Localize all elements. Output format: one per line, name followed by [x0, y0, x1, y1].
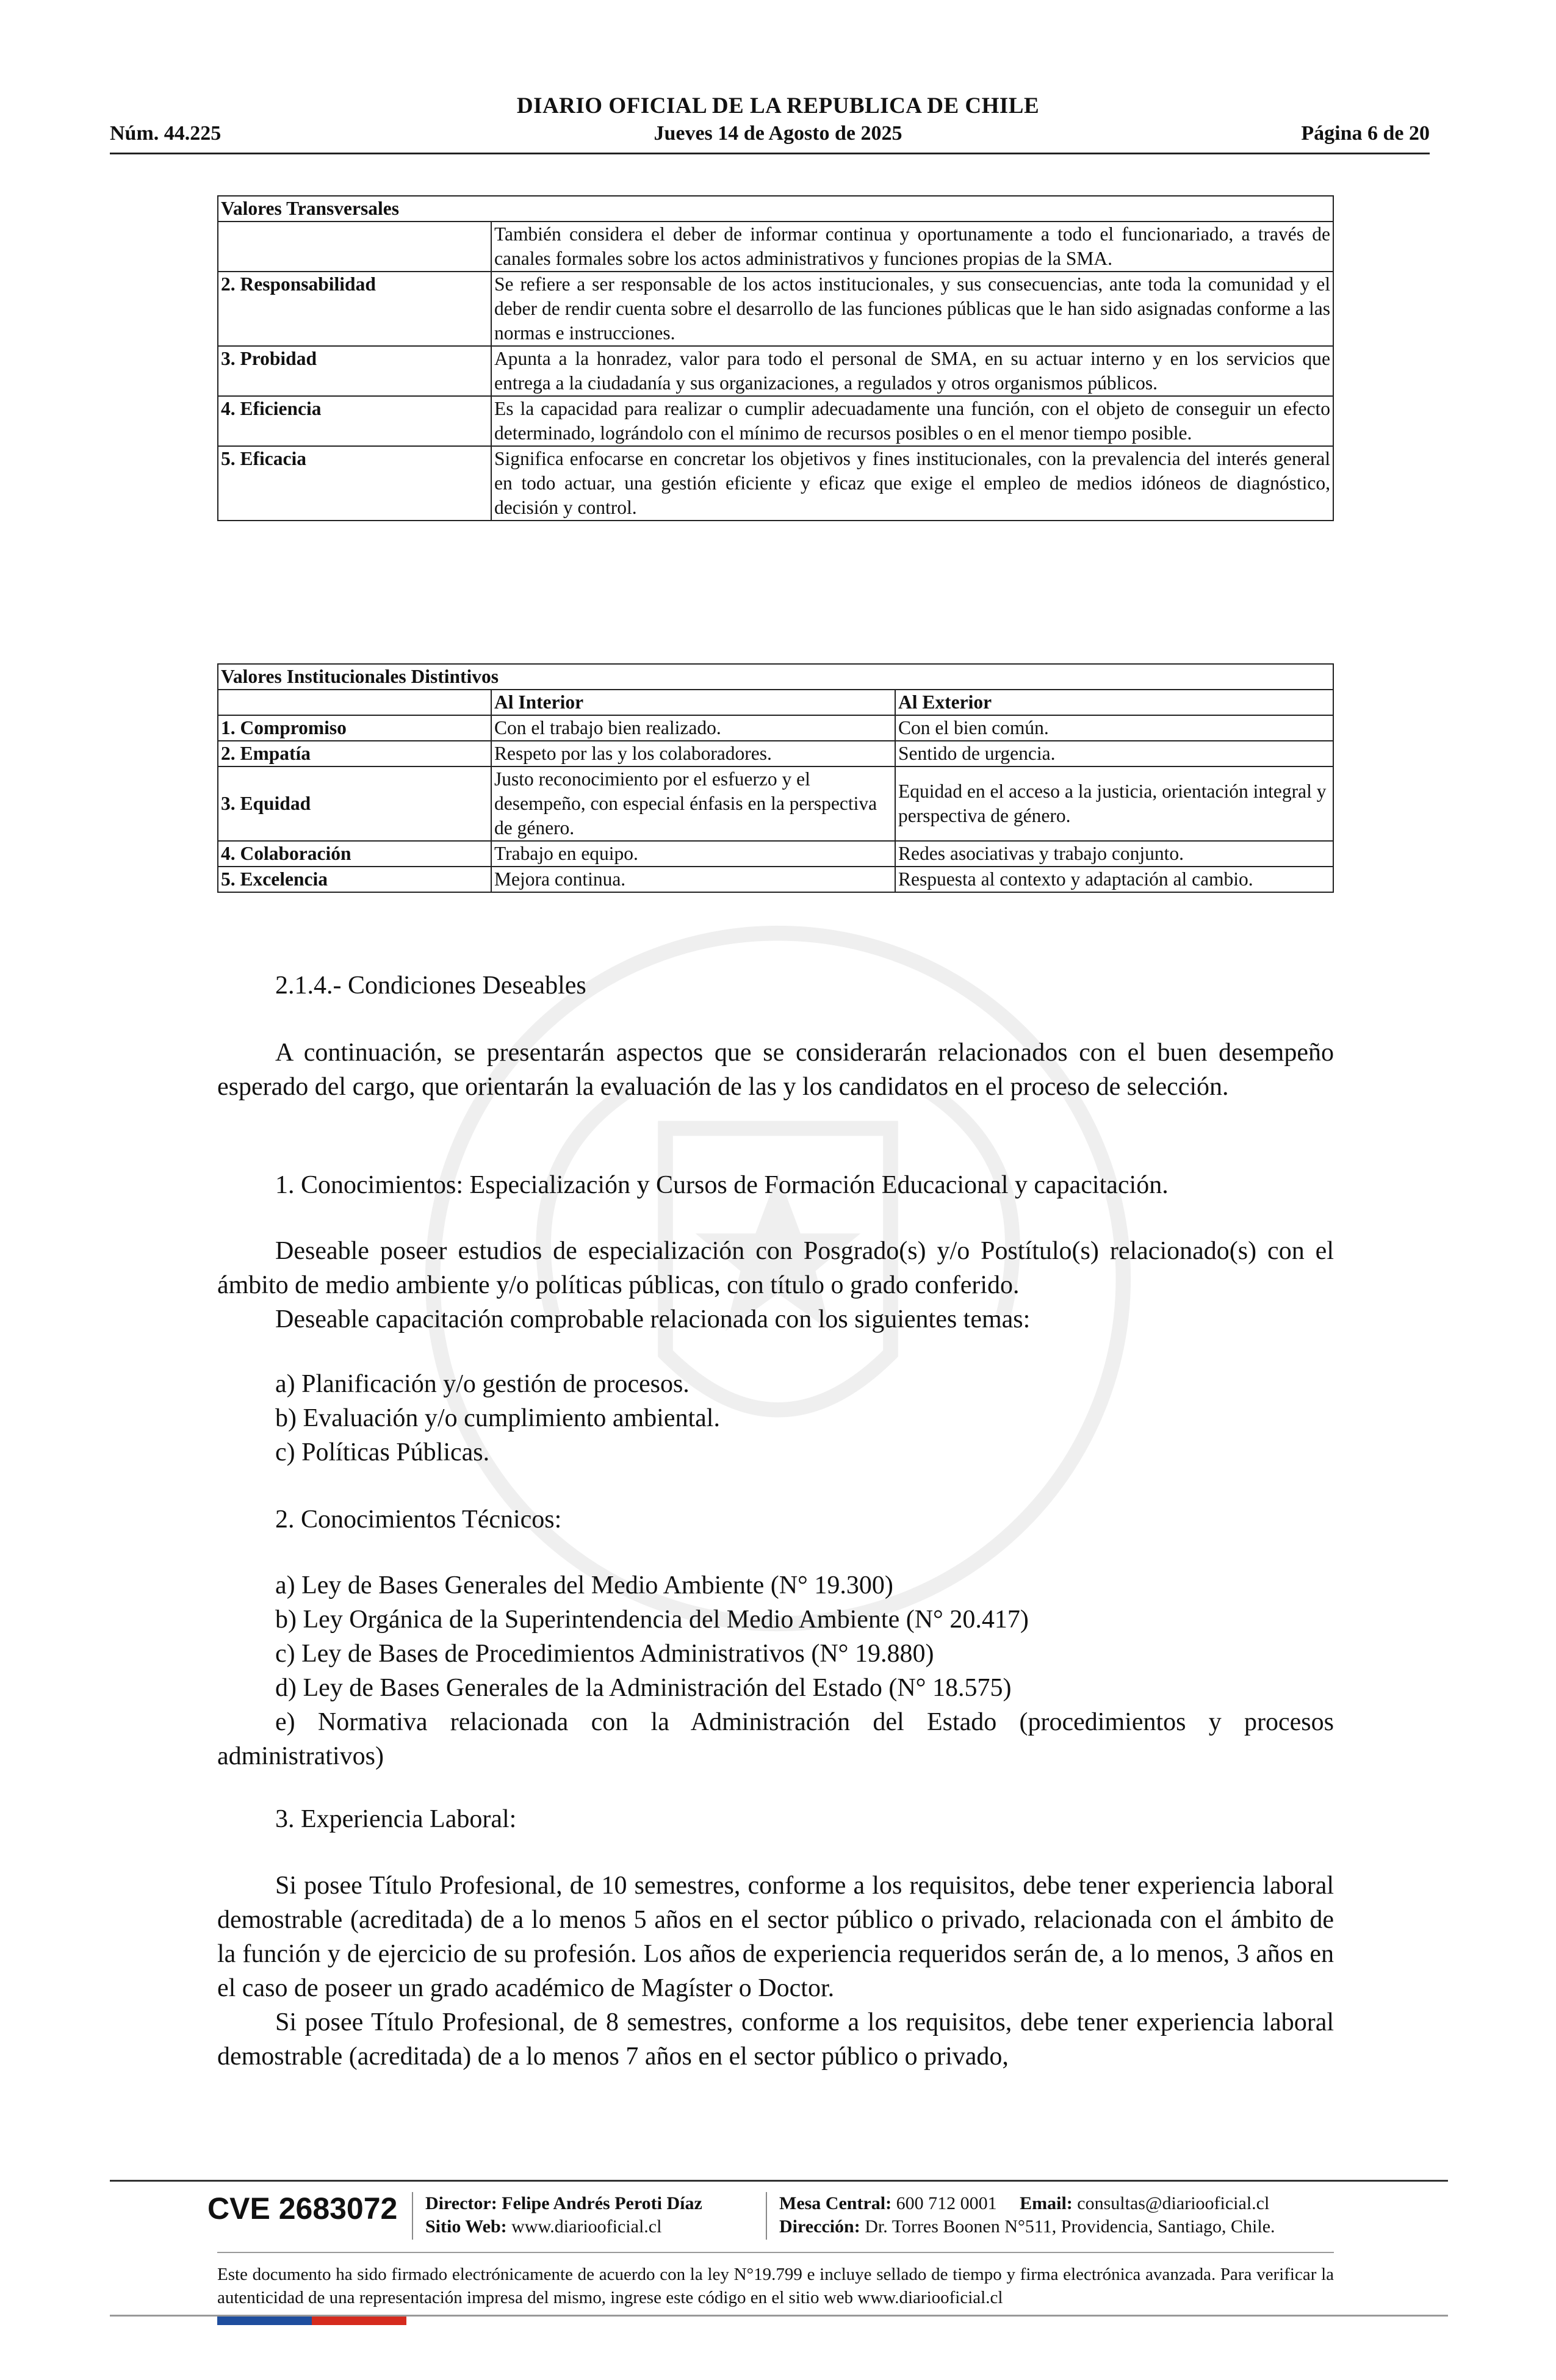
interior-cell: Con el trabajo bien realizado. [491, 715, 895, 741]
table-row [218, 766, 1333, 841]
interior-cell: Trabajo en equipo. [491, 841, 895, 867]
interior-cell: Mejora continua. [491, 867, 895, 892]
exterior-cell: Equidad en el acceso a la justicia, orientación integral y perspectiva de género. [895, 766, 1333, 841]
exterior-cell: Sentido de urgencia. [895, 741, 1333, 766]
item3-heading-text: 3. Experiencia Laboral: [275, 1805, 517, 1833]
value-description: También considera el deber de informar continua y oportunamente a todo el funcionariado, a través de canales formales sobre los actos administrativos y funciones propias de la SMA. [491, 222, 1333, 272]
flag-stripe-red [312, 2317, 406, 2325]
email-label: Email: [1020, 2193, 1073, 2213]
legal-notice: Este documento ha sido firmado electrónicamente de acuerdo con la ley N°19.799 e incluye sellado de tiempo y firma electrónica avanzada. Para verificar la autenticidad de una representación impresa del mismo, ingrese este código en el sitio web www.diariooficial.cl [217, 2265, 1334, 2307]
table-row [218, 222, 1333, 272]
value-name: 1. Compromiso [218, 715, 491, 741]
mesa-phone: 600 712 0001 [896, 2193, 997, 2213]
table-title: Valores Transversales [218, 196, 1333, 222]
list-item: c) Ley de Bases de Procedimientos Administrativos (N° 19.880) [275, 1640, 934, 1668]
value-name: 5. Eficacia [218, 446, 491, 521]
table-row [218, 867, 1333, 892]
table-row [218, 446, 1333, 521]
value-name: 5. Excelencia [218, 867, 491, 892]
list-item: b) Evaluación y/o cumplimiento ambiental. [275, 1404, 720, 1432]
issue-date: Jueves 14 de Agosto de 2025 [654, 122, 902, 145]
table-title-row [218, 664, 1333, 690]
footer-inner-divider [217, 2252, 1334, 2253]
item1-list [217, 1367, 1334, 1469]
interior-cell: Justo reconocimiento por el esfuerzo y el desempeño, con especial énfasis en la perspectiva de género. [491, 766, 895, 841]
item1-heading [217, 1168, 1334, 1202]
exterior-cell: Con el bien común. [895, 715, 1333, 741]
table-row [218, 272, 1333, 346]
value-name: 2. Empatía [218, 741, 491, 766]
section-heading [217, 968, 1334, 1003]
list-item: c) Políticas Públicas. [275, 1438, 490, 1466]
footer-separator [766, 2192, 767, 2240]
value-name: 4. Colaboración [218, 841, 491, 867]
director-name: Felipe Andrés Peroti Díaz [502, 2193, 702, 2213]
director-label: Director: [425, 2193, 497, 2213]
item1-paragraph [217, 1234, 1334, 1336]
director-line [425, 2192, 702, 2215]
flag-stripe-blue [217, 2317, 312, 2325]
item3-paragraphs [217, 1869, 1334, 2074]
exterior-cell: Respuesta al contexto y adaptación al cambio. [895, 867, 1333, 892]
footer-contact-block [779, 2192, 1275, 2238]
site-url-link[interactable]: www.diariooficial.cl [511, 2216, 662, 2237]
values-transversal-table [217, 195, 1334, 521]
table-row [218, 346, 1333, 396]
list-item: a) Ley de Bases Generales del Medio Ambiente (N° 19.300) [275, 1571, 893, 1599]
item3-heading [217, 1802, 1334, 1836]
list-item: a) Planificación y/o gestión de procesos. [275, 1370, 690, 1398]
value-description: Se refiere a ser responsable de los actos institucionales, y sus consecuencias, ante toda la comunidad y el deber de rendir cuenta sobre el desarrollo de las funciones públicas que le han sido asignadas conforme a las normas e instrucciones. [491, 272, 1333, 346]
contact-line [779, 2192, 1275, 2215]
list-item: e) Normativa relacionada con la Administración del Estado (procedimientos y procesos administrativos) [217, 1708, 1334, 1770]
footer-director-block [425, 2192, 702, 2238]
table-row [218, 715, 1333, 741]
site-line [425, 2215, 702, 2238]
value-description: Significa enfocarse en concretar los objetivos y fines institucionales, con la prevalencia del interés general en todo actuar, una gestión eficiente y eficaz que exige el empleo de medios idóneos de diagnóstico, decisión y control. [491, 446, 1333, 521]
list-item: b) Ley Orgánica de la Superintendencia del Medio Ambiente (N° 20.417) [275, 1606, 1029, 1634]
address-line [779, 2215, 1275, 2238]
item1-heading-text: 1. Conocimientos: Especialización y Cursos de Formación Educacional y capacitación. [275, 1171, 1169, 1199]
item2-heading-text: 2. Conocimientos Técnicos: [275, 1506, 562, 1534]
values-distinctive-table [217, 663, 1334, 893]
table-row [218, 741, 1333, 766]
site-label: Sitio Web: [425, 2216, 507, 2237]
value-name: 4. Eficiencia [218, 396, 491, 446]
value-description: Apunta a la honradez, valor para todo el personal de SMA, en su actuar interno y en los servicios que entrega a la ciudadanía y sus organizaciones, a regulados y otros organismos públicos. [491, 346, 1333, 396]
empty-header-cell [218, 690, 491, 715]
intro-paragraph [217, 1036, 1334, 1104]
cve-code: CVE 2683072 [207, 2191, 398, 2226]
value-name [218, 222, 491, 272]
item3-p2-text: Si posee Título Profesional, de 8 semestres, conforme a los requisitos, debe tener experiencia laboral demostrable (acreditada) de a lo menos 7 años en el sector público o privado, [217, 2008, 1334, 2071]
item1-p1-text: Deseable poseer estudios de especialización con Posgrado(s) y/o Postítulo(s) relacionado(s) con el ámbito de medio ambiente y/o políticas públicas, con título o grado conferido. [217, 1237, 1334, 1299]
table-title: Valores Institucionales Distintivos [218, 664, 1333, 690]
list-item: d) Ley de Bases Generales de la Administración del Estado (N° 18.575) [275, 1674, 1012, 1702]
item2-heading [217, 1502, 1334, 1537]
table-header-row [218, 690, 1333, 715]
footer-divider [110, 2180, 1448, 2182]
value-name: 3. Probidad [218, 346, 491, 396]
item3-p1-text: Si posee Título Profesional, de 10 semestres, conforme a los requisitos, debe tener experiencia laboral demostrable (acreditada) de a lo menos 5 años en el sector público o privado, relacionada con el ámbito de la función y de ejercicio de su profesión. Los años de experiencia requeridos serán de, a lo menos, 3 años en el caso de poseer un grado académico de Magíster o Doctor. [217, 1872, 1334, 2002]
intro-text: A continuación, se presentarán aspectos que se considerarán relacionados con el buen desempeño esperado del cargo, que orientarán la evaluación de las y los candidatos en el proceso de selección. [217, 1039, 1334, 1101]
newspaper-title: DIARIO OFICIAL DE LA REPUBLICA DE CHILE [516, 93, 1040, 118]
exterior-cell: Redes asociativas y trabajo conjunto. [895, 841, 1333, 867]
address-label: Dirección: [779, 2216, 860, 2237]
column-header-interior: Al Interior [491, 690, 895, 715]
table-title-row [218, 196, 1333, 222]
value-name: 3. Equidad [218, 766, 491, 841]
interior-cell: Respeto por las y los colaboradores. [491, 741, 895, 766]
value-name: 2. Responsabilidad [218, 272, 491, 346]
issue-number: Núm. 44.225 [110, 122, 222, 145]
email-link[interactable]: consultas@diariooficial.cl [1077, 2193, 1270, 2213]
column-header-exterior: Al Exterior [895, 690, 1333, 715]
section-heading-text: 2.1.4.- Condiciones Deseables [275, 972, 586, 1000]
item2-list [217, 1568, 1334, 1773]
mesa-label: Mesa Central: [779, 2193, 892, 2213]
value-description: Es la capacidad para realizar o cumplir adecuadamente una función, con el objeto de conseguir un efecto determinado, lográndolo con el mínimo de recursos posibles o en el menor tiempo posible. [491, 396, 1333, 446]
header-divider [110, 153, 1430, 154]
item1-p2-text: Deseable capacitación comprobable relacionada con los siguientes temas: [275, 1305, 1031, 1333]
address-text: Dr. Torres Boonen N°511, Providencia, Santiago, Chile. [865, 2216, 1275, 2237]
footer-separator [412, 2192, 413, 2240]
page-indicator: Página 6 de 20 [1301, 122, 1430, 145]
table-row [218, 841, 1333, 867]
table-row [218, 396, 1333, 446]
